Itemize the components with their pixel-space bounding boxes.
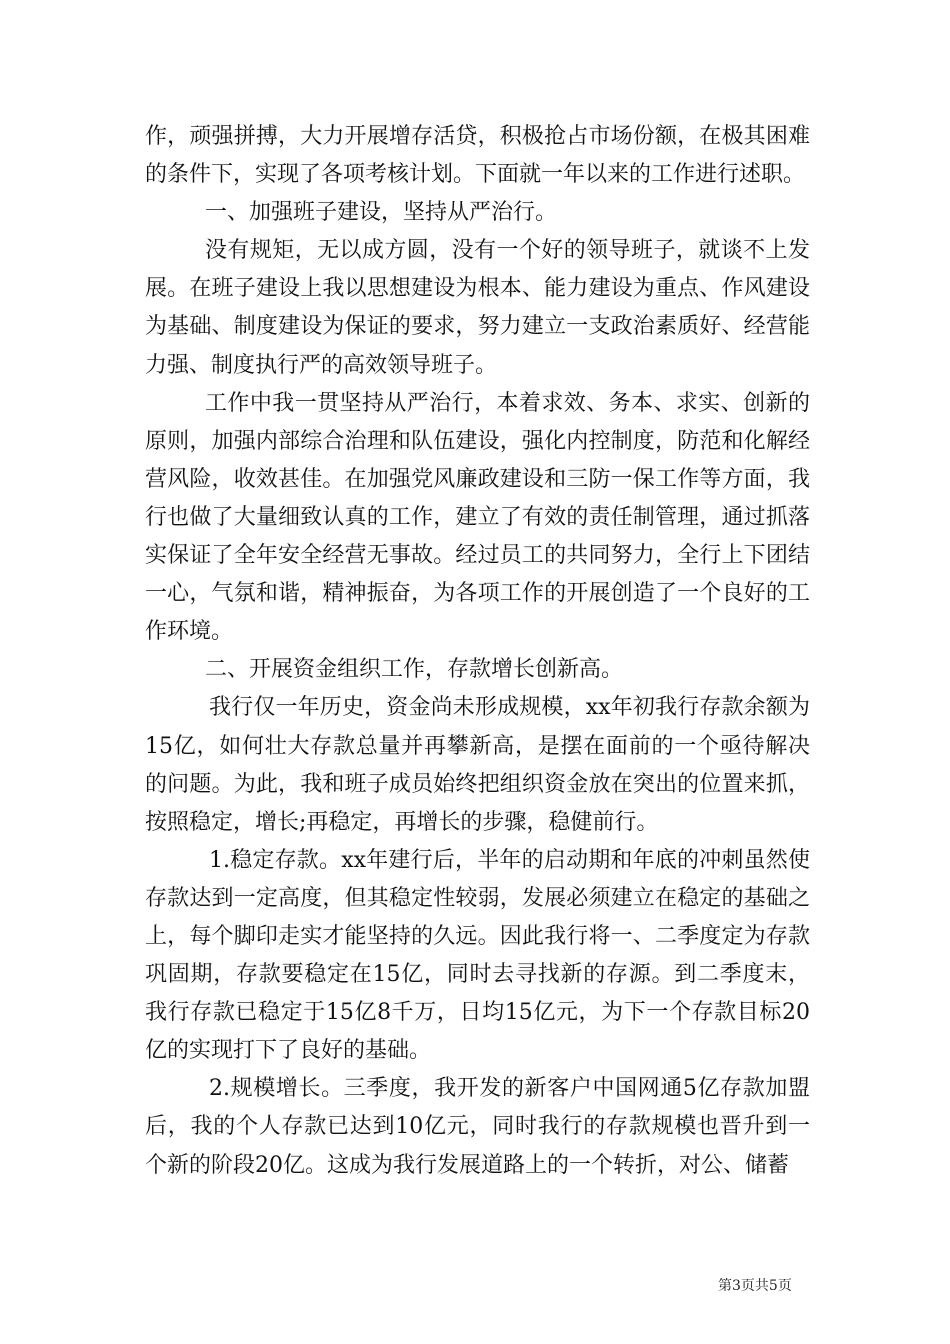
paragraph-strict-management: 工作中我一贯坚持从严治行，本着求效、务本、求实、创新的原则，加强内部综合治理和队伍建设，强化内控制度，防范和化解经营风险，收效甚佳。在加强党风廉政建设和三防一保工作等方面，我行也做了大量细致认真的工作，建立了有效的责任制管理，通过抓落实保证了全年安全经营无事故。经过员工的共同努力，全行上下团结一心，气氛和谐，精神振奋，为各项工作的开展创造了一个良好的工作环境。 [145, 390, 810, 645]
section-heading-1: 一、加强班子建设，坚持从严治行。 [205, 200, 558, 226]
paragraph-stable-deposits: 1.稳定存款。xx年建行后，半年的启动期和年底的冲刺虽然使存款达到一定高度，但其稳定性较弱，发展必须建立在稳定的基础之上，每个脚印走实才能坚持的久远。因此我行将一、二季度定为存款巩固期，存款要稳定在15亿，同时去寻找新的存源。到二季度末，我行存款已稳定于15亿8千万，日均15亿元，为下一个存款目标20亿的实现打下了良好的基础。 [145, 847, 810, 1064]
paragraph-team-building: 没有规矩，无以成方圆，没有一个好的领导班子，就谈不上发展。在班子建设上我以思想建设为根本、能力建设为重点、作风建设为基础、制度建设为保证的要求，努力建立一支政治素质好、经营能力强、制度执行严的高效领导班子。 [145, 238, 810, 378]
document-body [145, 118, 810, 1185]
page-number: 第3页共5页 [718, 1278, 792, 1294]
paragraph-continued-intro: 作，顽强拼搏，大力开展增存活贷，积极抢占市场份额，在极其困难的条件下，实现了各项考核计划。下面就一年以来的工作进行述职。 [145, 124, 810, 188]
paragraph-funding-intro: 我行仅一年历史，资金尚未形成规模，xx年初我行存款余额为15亿，如何壮大存款总量并再攀新高，是摆在面前的一个亟待解决的问题。为此，我和班子成员始终把组织资金放在突出的位置来抓，按照稳定，增长;再稳定，再增长的步骤，稳健前行。 [145, 695, 810, 835]
paragraph-scale-growth: 2.规模增长。三季度，我开发的新客户中国网通5亿存款加盟后，我的个人存款已达到10亿元，同时我行的存款规模也晋升到一个新的阶段20亿。这成为我行发展道路上的一个转折，对公、储蓄 [145, 1076, 810, 1178]
section-heading-2: 二、开展资金组织工作，存款增长创新高。 [205, 657, 624, 683]
